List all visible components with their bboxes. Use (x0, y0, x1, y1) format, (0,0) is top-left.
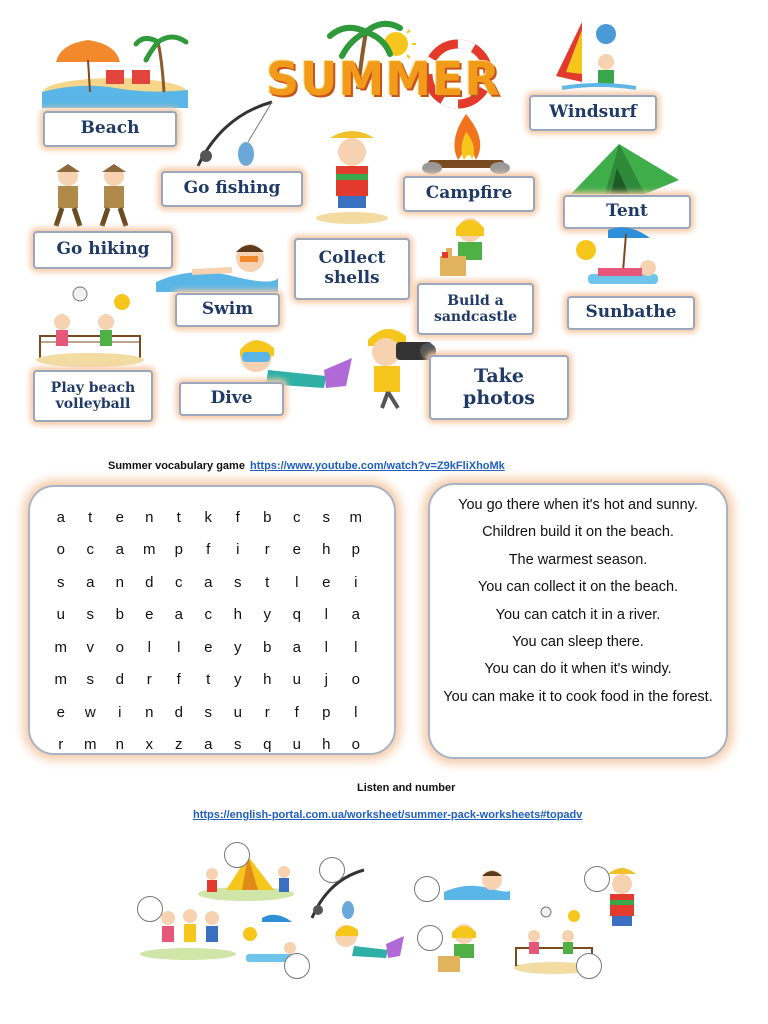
wordsearch-letter[interactable]: e (115, 508, 124, 526)
wordsearch-letter[interactable]: f (294, 703, 299, 721)
windsurf-illustration (552, 16, 642, 102)
wordsearch-letter[interactable]: n (115, 736, 124, 754)
wordsearch-letter[interactable]: v (86, 638, 94, 656)
wordsearch-letter[interactable]: q (263, 736, 272, 754)
wordsearch-letter[interactable]: c (86, 541, 94, 559)
wordsearch-letter[interactable]: f (206, 541, 211, 559)
wordsearch-letter[interactable]: h (233, 606, 242, 624)
wordsearch-letter[interactable]: l (295, 573, 299, 591)
wordsearch-letter[interactable]: n (115, 573, 124, 591)
wordsearch-letter[interactable]: h (263, 671, 272, 689)
wordsearch-letter[interactable]: a (115, 541, 124, 559)
wordsearch-letter[interactable]: t (88, 508, 93, 526)
tent-illustration (565, 138, 685, 202)
wordsearch-letter[interactable]: j (324, 671, 328, 689)
wordsearch-letter[interactable]: e (292, 541, 301, 559)
campfire-illustration (418, 110, 514, 180)
wordsearch-letter[interactable]: e (204, 638, 213, 656)
clue-6: You can sleep there. (512, 633, 644, 650)
bottom-swimmer-illustration (442, 866, 512, 906)
answer-circle-5[interactable] (137, 896, 163, 922)
sunbathe-illustration (568, 224, 668, 298)
wordsearch-letter[interactable]: d (174, 703, 183, 721)
wordsearch-letter[interactable]: i (354, 573, 358, 591)
label-swim: Swim (175, 293, 280, 327)
bottom-sandcastle-illustration (434, 920, 490, 980)
wordsearch-letter[interactable]: f (176, 671, 181, 689)
wordsearch-letter[interactable]: s (86, 671, 94, 689)
wordsearch-letter[interactable]: b (115, 606, 124, 624)
sandcastle-girl-illustration (436, 212, 506, 286)
label-dive: Dive (179, 382, 284, 416)
wordsearch-letter[interactable]: x (145, 736, 153, 754)
boy-shells-illustration (312, 124, 392, 228)
wordsearch-letter[interactable]: p (322, 703, 331, 721)
bottom-diver-illustration (330, 920, 406, 968)
wordsearch-letter[interactable]: n (145, 703, 154, 721)
wordsearch-letter[interactable]: m (349, 508, 362, 526)
wordsearch-letter[interactable]: c (175, 573, 183, 591)
wordsearch-letter[interactable]: a (351, 606, 360, 624)
wordsearch-letter[interactable]: l (147, 638, 151, 656)
wordsearch-letter[interactable]: d (115, 671, 124, 689)
wordsearch-letter[interactable]: t (206, 671, 211, 689)
wordsearch-letter[interactable]: t (176, 508, 181, 526)
wordsearch-letter[interactable]: m (54, 638, 67, 656)
wordsearch-letter[interactable]: a (204, 736, 213, 754)
answer-circle-3[interactable] (414, 876, 440, 902)
wordsearch-letter[interactable]: l (177, 638, 181, 656)
wordsearch-letter[interactable]: l (354, 638, 358, 656)
clue-3: The warmest season. (508, 551, 648, 568)
wordsearch-letter[interactable]: s (86, 606, 94, 624)
photographer-illustration (358, 316, 438, 414)
clue-5: You can catch it in a river. (495, 606, 661, 623)
wordsearch-letter[interactable]: e (145, 606, 154, 624)
video-link[interactable]: https://www.youtube.com/watch?v=Z9kFliXhoMk (250, 460, 505, 472)
wordsearch-letter[interactable]: u (56, 606, 65, 624)
label-build-sandcastle: Build a sandcastle (417, 283, 534, 335)
label-beach: Beach (43, 111, 177, 147)
beach-illustration (40, 30, 190, 112)
wordsearch-letter[interactable]: b (263, 508, 272, 526)
wordsearch-letter[interactable]: r (58, 736, 64, 754)
listen-link[interactable]: https://english-portal.com.ua/worksheet/summer-pack-worksheets#topadv (193, 809, 583, 821)
wordsearch-letter[interactable]: k (204, 508, 212, 526)
wordsearch-panel (28, 485, 396, 755)
clue-2: Children build it on the beach. (482, 524, 674, 541)
answer-circle-6[interactable] (417, 925, 443, 951)
wordsearch-letter[interactable]: s (57, 573, 65, 591)
wordsearch-letter[interactable]: o (351, 671, 360, 689)
answer-circle-7[interactable] (284, 953, 310, 979)
wordsearch-letter[interactable]: s (322, 508, 330, 526)
wordsearch-letter[interactable]: r (264, 703, 270, 721)
video-caption: Summer vocabulary game (108, 460, 245, 472)
wordsearch-letter[interactable]: p (174, 541, 183, 559)
volleyball-illustration (34, 284, 146, 372)
label-play-beach-volleyball: Play beach volleyball (33, 370, 153, 422)
wordsearch-letter[interactable]: e (56, 703, 65, 721)
wordsearch-letter[interactable]: u (292, 671, 301, 689)
wordsearch-letter[interactable]: a (204, 573, 213, 591)
wordsearch-letter[interactable]: s (234, 736, 242, 754)
wordsearch-letter[interactable]: r (264, 541, 270, 559)
label-sunbathe: Sunbathe (567, 296, 695, 330)
wordsearch-letter[interactable]: o (115, 638, 124, 656)
label-tent: Tent (563, 195, 691, 229)
wordsearch-letter[interactable]: o (56, 541, 65, 559)
answer-circle-1[interactable] (224, 842, 250, 868)
wordsearch-letter[interactable]: m (143, 541, 156, 559)
wordsearch-letter[interactable]: d (145, 573, 154, 591)
wordsearch-letter[interactable]: w (84, 703, 96, 721)
listen-caption: Listen and number (357, 782, 456, 794)
label-go-hiking: Go hiking (33, 231, 173, 269)
wordsearch-letter[interactable]: u (292, 736, 301, 754)
clue-1: You go there when it's hot and sunny. (458, 497, 698, 513)
label-collect-shells: Collect shells (294, 238, 410, 300)
clues-list (440, 497, 716, 716)
wordsearch-letter[interactable]: h (322, 541, 331, 559)
wordsearch-letter[interactable]: q (292, 606, 301, 624)
wordsearch-letter[interactable]: n (145, 508, 154, 526)
page-title: SUMMER (266, 52, 501, 106)
wordsearch-letter[interactable]: i (236, 541, 240, 559)
wordsearch-letter[interactable]: e (322, 573, 331, 591)
label-windsurf: Windsurf (529, 95, 657, 131)
answer-circle-8[interactable] (576, 953, 602, 979)
wordsearch-letter[interactable]: y (263, 606, 271, 624)
swimmer-illustration (152, 236, 282, 300)
clue-7: You can do it when it's windy. (484, 661, 672, 678)
wordsearch-letter[interactable]: c (293, 508, 301, 526)
fishing-rod-illustration (192, 96, 282, 180)
wordsearch-letter[interactable]: t (265, 573, 270, 591)
wordsearch-letter[interactable]: s (204, 703, 212, 721)
clue-4: You can collect it on the beach. (477, 579, 679, 596)
wordsearch-letter[interactable]: l (324, 638, 328, 656)
hiking-kids-illustration (36, 160, 146, 236)
wordsearch-letter[interactable]: r (146, 671, 152, 689)
wordsearch-letter[interactable]: a (86, 573, 95, 591)
answer-circle-2[interactable] (319, 857, 345, 883)
wordsearch-letter[interactable]: l (324, 606, 328, 624)
wordsearch-letter[interactable]: p (351, 541, 360, 559)
clues-panel (428, 483, 728, 759)
wordsearch-letter[interactable]: a (174, 606, 183, 624)
label-campfire: Campfire (403, 176, 535, 212)
wordsearch-letter[interactable]: h (322, 736, 331, 754)
wordsearch-letter[interactable]: c (204, 606, 212, 624)
wordsearch-letter[interactable]: y (234, 638, 242, 656)
wordsearch-letter[interactable]: f (235, 508, 240, 526)
answer-circle-4[interactable] (584, 866, 610, 892)
clue-8: You can make it to cook food in the forest. (443, 688, 713, 705)
wordsearch-letter[interactable]: y (234, 671, 242, 689)
wordsearch-letter[interactable]: o (351, 736, 360, 754)
wordsearch-letter[interactable]: l (354, 703, 358, 721)
wordsearch-letter[interactable]: u (233, 703, 242, 721)
label-take-photos: Take photos (429, 355, 569, 420)
label-go-fishing: Go fishing (161, 171, 303, 207)
wordsearch-letter[interactable]: z (175, 736, 183, 754)
wordsearch-letter[interactable]: b (263, 638, 272, 656)
video-caption-row (108, 454, 505, 473)
wordsearch-letter[interactable]: s (234, 573, 242, 591)
wordsearch-letter[interactable]: m (54, 671, 67, 689)
wordsearch-grid (46, 501, 371, 761)
wordsearch-letter[interactable]: i (118, 703, 122, 721)
wordsearch-letter[interactable]: a (56, 508, 65, 526)
wordsearch-letter[interactable]: m (84, 736, 97, 754)
wordsearch-letter[interactable]: a (292, 638, 301, 656)
